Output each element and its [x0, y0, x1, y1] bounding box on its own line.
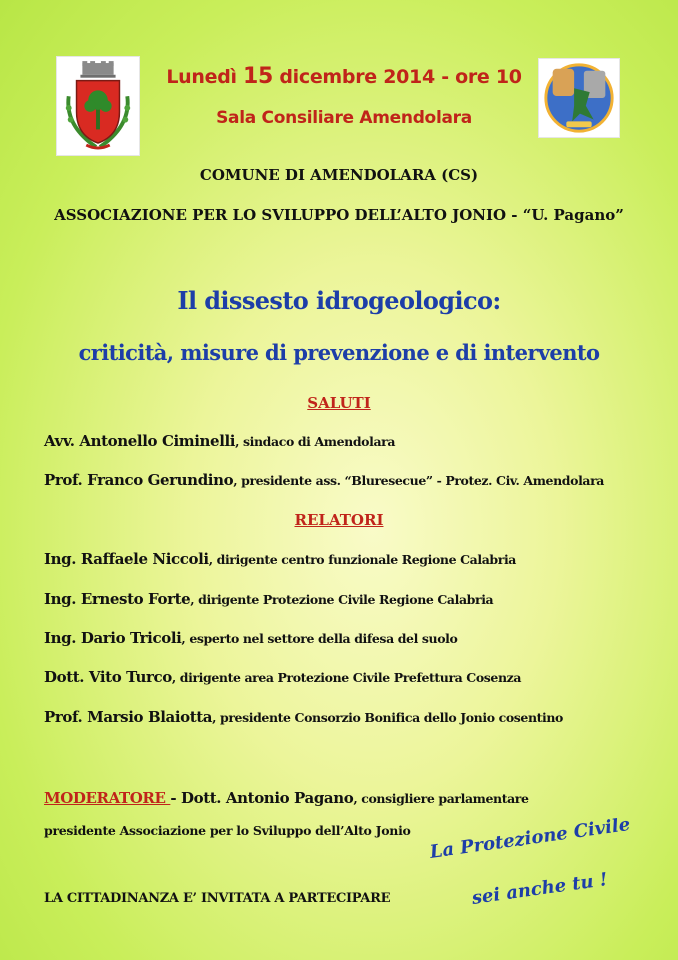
moderator-affiliation: presidente Associazione per lo Sviluppo dell’Alto Jonio	[44, 823, 411, 838]
logo-statue-shape	[553, 69, 574, 96]
relatore-person	[44, 589, 493, 608]
slogan-line-2: sei anche tu !	[470, 869, 609, 909]
organizer-line-1: COMUNE DI AMENDOLARA (CS)	[199, 166, 479, 184]
page-title: Il dissesto idrogeologico:	[177, 286, 501, 315]
moderator-label: MODERATORE	[44, 789, 171, 807]
person-role: , presidente Consorzio Bonifica dello Jonio cosentino	[212, 710, 563, 725]
person-role: , presidente ass. “Bluresecue” - Protez. Civ. Amendolara	[233, 473, 604, 488]
event-venue: Sala Consiliare Amendolara	[216, 108, 472, 128]
moderator-name: Dott. Antonio Pagano	[181, 789, 354, 807]
person-name: Ing. Dario Tricoli	[44, 629, 182, 647]
person-name: Prof. Marsio Blaiotta	[44, 708, 213, 726]
association-logo-icon	[538, 58, 620, 138]
association-logo-graphic	[539, 59, 619, 137]
person-name: Avv. Antonello Ciminelli	[44, 432, 236, 450]
person-name: Dott. Vito Turco	[44, 668, 172, 686]
person-name: Prof. Franco Gerundino	[44, 471, 234, 489]
slogan-line-1: La Protezione Civile	[428, 813, 632, 863]
event-date-rest: dicembre 2014 - ore 10	[273, 66, 522, 88]
saluti-person	[44, 431, 395, 450]
moderator-line	[44, 788, 529, 807]
organizer-line-2: ASSOCIAZIONE PER LO SVILUPPO DELL’ALTO JONIO - “U. Pagano”	[54, 206, 624, 224]
event-date	[140, 64, 548, 89]
saluti-person	[44, 470, 604, 489]
relatore-person	[44, 628, 457, 647]
person-role: , dirigente area Protezione Civile Prefettura Cosenza	[171, 670, 522, 685]
coat-of-arms-graphic	[57, 57, 139, 155]
page-subtitle: criticità, misure di prevenzione e di intervento	[78, 340, 600, 365]
relatori-heading: RELATORI	[294, 511, 384, 529]
relatore-person	[44, 549, 516, 568]
event-date-day: 15	[243, 64, 274, 89]
moderator-role: , consigliere parlamentare	[353, 791, 529, 806]
coat-of-arms-icon	[56, 56, 140, 156]
person-role: , sindaco di Amendolara	[235, 434, 396, 449]
saluti-heading: SALUTI	[307, 394, 371, 412]
person-role: , dirigente Protezione Civile Regione Calabria	[190, 592, 494, 607]
person-role: , esperto nel settore della difesa del suolo	[181, 631, 458, 646]
moderator-separator: -	[170, 789, 182, 807]
relatore-person	[44, 667, 521, 686]
invitation-text: LA CITTADINANZA E’ INVITATA A PARTECIPARE	[44, 891, 391, 906]
event-date-prefix: Lunedì	[166, 66, 244, 88]
relatore-person	[44, 707, 563, 726]
person-name: Ing. Raffaele Niccoli	[44, 550, 209, 568]
person-name: Ing. Ernesto Forte	[44, 590, 191, 608]
person-role: , dirigente centro funzionale Regione Calabria	[208, 552, 516, 567]
